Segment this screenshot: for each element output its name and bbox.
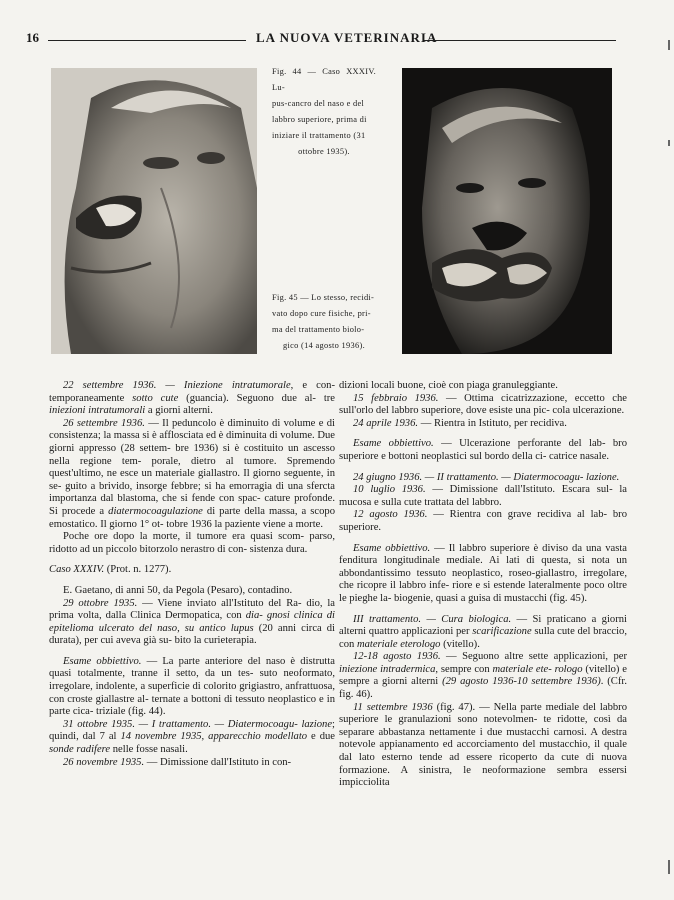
paragraph: 12 agosto 1936. — Rientra con grave recidiva al lab- bro superiore.: [339, 509, 627, 533]
running-header: [26, 30, 616, 48]
margin-mark: [668, 40, 670, 50]
paragraph: 26 settembre 1936. — Il peduncolo è diminuito di volume e di consistenza; la massa si è afflosciata ed è diminuita di volume. Due giorni appresso (28 settem- bre 1936) si è costituito un ascesso nella regione tem- porale, dietro al tumore. Spremendo quest'ultimo, ne esce un materiale giallastro. Il giorno seguente, in se- guito a brivido, insorge febbre; si ha emorragia di una sfercta importanza dal blastoma, che si fende con spac- cature profonde. Si procede a diatermocoagulazione di parte della massa, a scopo emostatico. Il giorno 1° ot- tobre 1936 la paziente viene a morte.: [49, 417, 335, 530]
header-rule-left: [48, 40, 246, 41]
paragraph: III trattamento. — Cura biologica. — Si praticano a giorni alterni quattro applicazioni per scarificazione sulla cute del braccio, con materiale eterologo (vitello).: [339, 613, 627, 650]
paragraph: Esame obbiettivo. — La parte anteriore del naso è distrutta quasi totalmente, tranne il setto, da un tes- suto neoformato, irregolare, indolente, a superficie di colorito grigiastro, anfrattuosa, con croste giallastre al- ternate a bottoni di tessuto neoplastico e in parte cica- triziale (fig. 44).: [49, 655, 335, 718]
figure-45-caption: Fig. 45 — Lo stesso, recidi- vato dopo cure fisiche, pri- ma del trattamento biolo- gico (14 agosto 1936).: [272, 293, 375, 350]
paragraph: Poche ore dopo la morte, il tumore era quasi scom- parso, ridotto ad un piccolo bitorzolo nerastro di con- sistenza dura.: [49, 531, 335, 555]
paragraph: 11 settembre 1936 (fig. 47). — Nella parte mediale del labbro superiore le granulazioni sono notevolmen- te ridotte, così da separare abbastanza nettamente i due mustacchi carnosi. A destra notevole appianamento ed accorciamento del mustacchio, il quale dal lato esterno tende ad essere ricoperto da cute di nuova formazione. A sinistra, le neoformazione sembra essersi impicciolita: [339, 701, 627, 789]
paragraph: 22 settembre 1936. — Iniezione intratumorale, e con- temporaneamente sotto cute (guancia). Seguono due al- tre iniezioni intratumorali a giorni alterni.: [49, 380, 335, 417]
paragraph: 26 novembre 1935. — Dimissione dall'Istituto in con-: [63, 756, 292, 768]
paragraph: Esame obbiettivo. — Il labbro superiore è diviso da una vasta fenditura longitudinale mediale. Ai lati di questa, si nota un abbondantissimo tessuto neoplastico, roseo-giallastro, irregolare, che ricopre il labbro infe- riore e si estende lateralmente poco oltre le pieghe la- biogenie, quasi a guisa di mustacchi (fig. 45).: [339, 542, 628, 604]
page-number: 16: [26, 30, 39, 45]
paragraph: 12-18 agosto 1936. — Seguono altre sette applicazioni, per iniezione intradermica, sempre con materiale ete- rologo (vitello) e sempre a giorni alterni (29 agosto 1936-10 settembre 1936). (Cfr. fig. 46).: [339, 651, 628, 701]
paragraph: Esame obbiettivo. — Ulcerazione perforante del lab- bro superiore e bottoni neoplastici sul bordo della ci- catrice nasale.: [339, 438, 628, 462]
header-rule-right: [424, 40, 616, 41]
paragraph: 10 luglio 1936. — Dimissione dall'Istituto. Escara sul- la mucosa e sulla cute trattata del labbro.: [339, 484, 627, 508]
journal-title: LA NUOVA VETERINARIA: [256, 30, 438, 45]
paragraph: 15 febbraio 1936. — Ottima cicatrizzazione, eccetto che sull'orlo del labbro superiore, dove esiste una pic- cola ulcerazione.: [339, 392, 627, 417]
paragraph: 24 giugno 1936. — II trattamento. — Diatermocoagu- lazione.: [353, 471, 620, 483]
paragraph: Caso XXXIV. (Prot. n. 1277).: [49, 564, 172, 576]
text-column-right: [339, 380, 627, 790]
margin-mark: [668, 860, 670, 874]
figure-44-caption: Fig. 44 — Caso XXXIV. Lu- pus-cancro del naso e del labbro superiore, prima di iniziare il trattamento (31 ottobre 1935).: [272, 67, 376, 156]
paragraph: 24 aprile 1936. — Rientra in Istituto, per recidiva.: [353, 417, 567, 429]
paragraph: dizioni locali buone, cioè con piaga granuleggiante.: [339, 380, 558, 391]
text-column-left: [49, 380, 335, 769]
margin-mark: [668, 140, 670, 146]
figure-45-photo: [402, 68, 612, 354]
figure-44-photo: [51, 68, 257, 354]
paragraph: 29 ottobre 1935. — Viene inviato all'Istituto del Ra- dio, la prima volta, dalla Clinica Dermopatica, con dia- gnosi clinica di epitelioma ulcerato del naso, su antico lupus (20 anni circa di durata), per cui aveva già su- bito la curieterapia.: [49, 597, 335, 647]
paragraph: E. Gaetano, di anni 50, da Pegola (Pesaro), contadino.: [63, 584, 293, 596]
paragraph: 31 ottobre 1935. — I trattamento. — Diatermocoagu- lazione; quindi, dal 7 al 14 novembre 1935, apparecchio modellato e due sonde radifere nelle fosse nasali.: [49, 718, 335, 756]
